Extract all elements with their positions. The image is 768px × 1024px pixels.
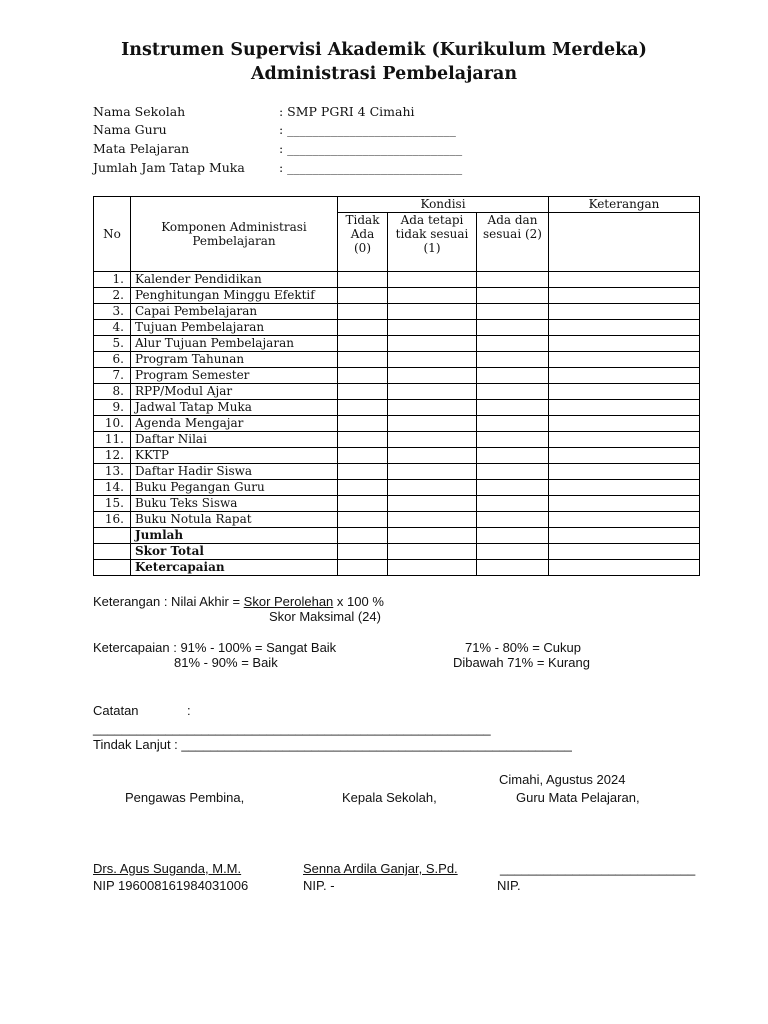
row-component: Program Semester: [131, 368, 338, 384]
table-row: [94, 496, 700, 512]
catatan-label: Catatan: [93, 703, 139, 718]
table-row: [94, 272, 700, 288]
table-row: [94, 384, 700, 400]
score-tidak-ada-cell[interactable]: [338, 448, 388, 464]
score-tidak-ada-cell[interactable]: [338, 416, 388, 432]
keterangan-cell[interactable]: [549, 384, 700, 400]
summary-label: Ketercapaian: [131, 560, 338, 576]
summary-tidak-ada-cell[interactable]: [338, 560, 388, 576]
score-tidak-sesuai-cell[interactable]: [388, 480, 477, 496]
row-number: 6.: [94, 352, 131, 368]
score-tidak-ada-cell[interactable]: [338, 480, 388, 496]
score-tidak-sesuai-cell[interactable]: [388, 384, 477, 400]
header-tidak-ada: Tidak Ada (0): [338, 213, 388, 272]
place-date: Cimahi, Agustus 2024: [499, 772, 626, 787]
formula-prefix: Keterangan : Nilai Akhir =: [93, 594, 244, 609]
row-number: 4.: [94, 320, 131, 336]
guru-name-line: ___________________________: [500, 861, 696, 876]
row-component: Jadwal Tatap Muka: [131, 400, 338, 416]
score-tidak-ada-cell[interactable]: [338, 288, 388, 304]
formula-line: [93, 594, 384, 609]
summary-keterangan-cell[interactable]: [549, 528, 700, 544]
keterangan-cell[interactable]: [549, 336, 700, 352]
summary-tidak-sesuai-cell[interactable]: [388, 528, 477, 544]
summary-tidak-sesuai-cell[interactable]: [388, 560, 477, 576]
guru-title: Guru Mata Pelajaran,: [516, 790, 640, 805]
pengawas-title: Pengawas Pembina,: [125, 790, 245, 805]
keterangan-cell[interactable]: [549, 352, 700, 368]
row-number: 16.: [94, 512, 131, 528]
catatan-line: _______________________________________________________: [93, 721, 491, 736]
summary-number-blank: [94, 528, 131, 544]
value-mata-pelajaran: : ____________________________: [279, 141, 463, 156]
score-tidak-ada-cell[interactable]: [338, 336, 388, 352]
kepala-nip: NIP. -: [303, 878, 335, 893]
row-number: 3.: [94, 304, 131, 320]
row-number: 11.: [94, 432, 131, 448]
ketercapaian-row2-right: Dibawah 71% = Kurang: [453, 655, 590, 670]
document-subtitle: Administrasi Pembelajaran: [250, 64, 518, 84]
summary-sesuai-cell[interactable]: [477, 560, 549, 576]
score-tidak-sesuai-cell[interactable]: [388, 464, 477, 480]
score-tidak-sesuai-cell[interactable]: [388, 416, 477, 432]
table-row: [94, 448, 700, 464]
table-row: [94, 512, 700, 528]
score-sesuai-cell[interactable]: [477, 272, 549, 288]
row-component: Buku Teks Siswa: [131, 496, 338, 512]
row-number: 12.: [94, 448, 131, 464]
score-sesuai-cell[interactable]: [477, 352, 549, 368]
kepala-title: Kepala Sekolah,: [342, 790, 437, 805]
row-number: 13.: [94, 464, 131, 480]
score-sesuai-cell[interactable]: [477, 384, 549, 400]
score-sesuai-cell[interactable]: [477, 320, 549, 336]
label-jam-tatap-muka: Jumlah Jam Tatap Muka: [93, 160, 245, 175]
table-row: [94, 304, 700, 320]
label-nama-guru: Nama Guru: [93, 122, 167, 137]
summary-label: Jumlah: [131, 528, 338, 544]
score-sesuai-cell[interactable]: [477, 496, 549, 512]
row-number: 9.: [94, 400, 131, 416]
score-tidak-sesuai-cell[interactable]: [388, 272, 477, 288]
keterangan-blank: [549, 213, 700, 272]
score-tidak-sesuai-cell[interactable]: [388, 448, 477, 464]
summary-row: [94, 528, 700, 544]
score-tidak-sesuai-cell[interactable]: [388, 368, 477, 384]
table-row: [94, 352, 700, 368]
table-row: [94, 320, 700, 336]
keterangan-cell[interactable]: [549, 368, 700, 384]
summary-label: Skor Total: [131, 544, 338, 560]
keterangan-cell[interactable]: [549, 304, 700, 320]
score-tidak-sesuai-cell[interactable]: [388, 320, 477, 336]
score-sesuai-cell[interactable]: [477, 448, 549, 464]
score-tidak-ada-cell[interactable]: [338, 272, 388, 288]
table-row: [94, 368, 700, 384]
summary-number-blank: [94, 544, 131, 560]
score-tidak-sesuai-cell[interactable]: [388, 432, 477, 448]
keterangan-cell[interactable]: [549, 272, 700, 288]
score-sesuai-cell[interactable]: [477, 400, 549, 416]
header-keterangan: Keterangan: [549, 197, 700, 213]
tindak-lanjut: Tindak Lanjut : ______________________________________________________: [93, 737, 572, 752]
pengawas-name: Drs. Agus Suganda, M.M.: [93, 861, 242, 876]
score-sesuai-cell[interactable]: [477, 288, 549, 304]
row-number: 14.: [94, 480, 131, 496]
formula-denominator: Skor Maksimal (24): [269, 609, 381, 624]
score-sesuai-cell[interactable]: [477, 416, 549, 432]
table-row: [94, 432, 700, 448]
guru-nip: NIP.: [497, 878, 521, 893]
summary-tidak-ada-cell[interactable]: [338, 544, 388, 560]
keterangan-cell[interactable]: [549, 464, 700, 480]
row-number: 10.: [94, 416, 131, 432]
score-tidak-ada-cell[interactable]: [338, 320, 388, 336]
row-component: Program Tahunan: [131, 352, 338, 368]
keterangan-cell[interactable]: [549, 512, 700, 528]
row-component: RPP/Modul Ajar: [131, 384, 338, 400]
score-tidak-ada-cell[interactable]: [338, 304, 388, 320]
score-tidak-sesuai-cell[interactable]: [388, 512, 477, 528]
row-component: Penghitungan Minggu Efektif: [131, 288, 338, 304]
row-component: Daftar Nilai: [131, 432, 338, 448]
header-sesuai: Ada dan sesuai (2): [477, 213, 549, 272]
score-sesuai-cell[interactable]: [477, 368, 549, 384]
row-component: Buku Pegangan Guru: [131, 480, 338, 496]
row-component: Kalender Pendidikan: [131, 272, 338, 288]
row-number: 1.: [94, 272, 131, 288]
header-kondisi: Kondisi: [338, 197, 549, 213]
keterangan-cell[interactable]: [549, 416, 700, 432]
keterangan-cell[interactable]: [549, 496, 700, 512]
value-nama-sekolah: : SMP PGRI 4 Cimahi: [279, 104, 415, 119]
value-jam-tatap-muka: : ____________________________: [279, 160, 463, 175]
ketercapaian-row1-right: 71% - 80% = Cukup: [465, 640, 581, 655]
summary-row: [94, 560, 700, 576]
score-tidak-ada-cell[interactable]: [338, 496, 388, 512]
formula-numerator: Skor Perolehan: [243, 594, 334, 609]
score-tidak-sesuai-cell[interactable]: [388, 288, 477, 304]
keterangan-cell[interactable]: [549, 288, 700, 304]
value-nama-guru: : ___________________________: [279, 122, 456, 137]
document-title: Instrumen Supervisi Akademik (Kurikulum Merdeka): [121, 40, 647, 60]
row-component: Tujuan Pembelajaran: [131, 320, 338, 336]
summary-tidak-ada-cell[interactable]: [338, 528, 388, 544]
row-component: Daftar Hadir Siswa: [131, 464, 338, 480]
summary-sesuai-cell[interactable]: [477, 528, 549, 544]
table-row: [94, 400, 700, 416]
row-component: Capai Pembelajaran: [131, 304, 338, 320]
score-tidak-ada-cell[interactable]: [338, 368, 388, 384]
score-tidak-ada-cell[interactable]: [338, 512, 388, 528]
score-tidak-sesuai-cell[interactable]: [388, 336, 477, 352]
summary-tidak-sesuai-cell[interactable]: [388, 544, 477, 560]
ketercapaian-row2-left: 81% - 90% = Baik: [174, 655, 278, 670]
row-component: KKTP: [131, 448, 338, 464]
table-row: [94, 416, 700, 432]
summary-sesuai-cell[interactable]: [477, 544, 549, 560]
score-tidak-ada-cell[interactable]: [338, 400, 388, 416]
row-number: 7.: [94, 368, 131, 384]
score-tidak-sesuai-cell[interactable]: [388, 496, 477, 512]
row-number: 15.: [94, 496, 131, 512]
label-mata-pelajaran: Mata Pelajaran: [93, 141, 190, 156]
summary-keterangan-cell[interactable]: [549, 544, 700, 560]
header-tidak-sesuai: Ada tetapi tidak sesuai (1): [388, 213, 477, 272]
keterangan-cell[interactable]: [549, 432, 700, 448]
row-number: 8.: [94, 384, 131, 400]
score-tidak-ada-cell[interactable]: [338, 464, 388, 480]
score-tidak-sesuai-cell[interactable]: [388, 304, 477, 320]
score-sesuai-cell[interactable]: [477, 464, 549, 480]
keterangan-cell[interactable]: [549, 480, 700, 496]
keterangan-cell[interactable]: [549, 448, 700, 464]
ketercapaian-row1-left: Ketercapaian : 91% - 100% = Sangat Baik: [93, 640, 337, 655]
summary-row: [94, 544, 700, 560]
score-sesuai-cell[interactable]: [477, 432, 549, 448]
keterangan-cell[interactable]: [549, 400, 700, 416]
supervision-table: [93, 196, 700, 576]
table-row: [94, 288, 700, 304]
row-number: 2.: [94, 288, 131, 304]
score-sesuai-cell[interactable]: [477, 512, 549, 528]
table-row: [94, 464, 700, 480]
kepala-name: Senna Ardila Ganjar, S.Pd.: [303, 861, 458, 876]
score-tidak-ada-cell[interactable]: [338, 352, 388, 368]
header-component: Komponen Administrasi Pembelajaran: [131, 197, 338, 272]
score-tidak-ada-cell[interactable]: [338, 432, 388, 448]
score-sesuai-cell[interactable]: [477, 304, 549, 320]
row-component: Buku Notula Rapat: [131, 512, 338, 528]
summary-keterangan-cell[interactable]: [549, 560, 700, 576]
keterangan-cell[interactable]: [549, 320, 700, 336]
header-no: No: [94, 197, 131, 272]
row-number: 5.: [94, 336, 131, 352]
summary-number-blank: [94, 560, 131, 576]
score-tidak-sesuai-cell[interactable]: [388, 352, 477, 368]
score-tidak-sesuai-cell[interactable]: [388, 400, 477, 416]
label-nama-sekolah: Nama Sekolah: [93, 104, 186, 119]
score-sesuai-cell[interactable]: [477, 336, 549, 352]
formula-suffix: x 100 %: [333, 594, 384, 609]
pengawas-nip: NIP 196008161984031006: [93, 878, 249, 893]
score-sesuai-cell[interactable]: [477, 480, 549, 496]
score-tidak-ada-cell[interactable]: [338, 384, 388, 400]
row-component: Agenda Mengajar: [131, 416, 338, 432]
table-row: [94, 336, 700, 352]
row-component: Alur Tujuan Pembelajaran: [131, 336, 338, 352]
table-row: [94, 480, 700, 496]
catatan-colon: :: [187, 703, 191, 718]
